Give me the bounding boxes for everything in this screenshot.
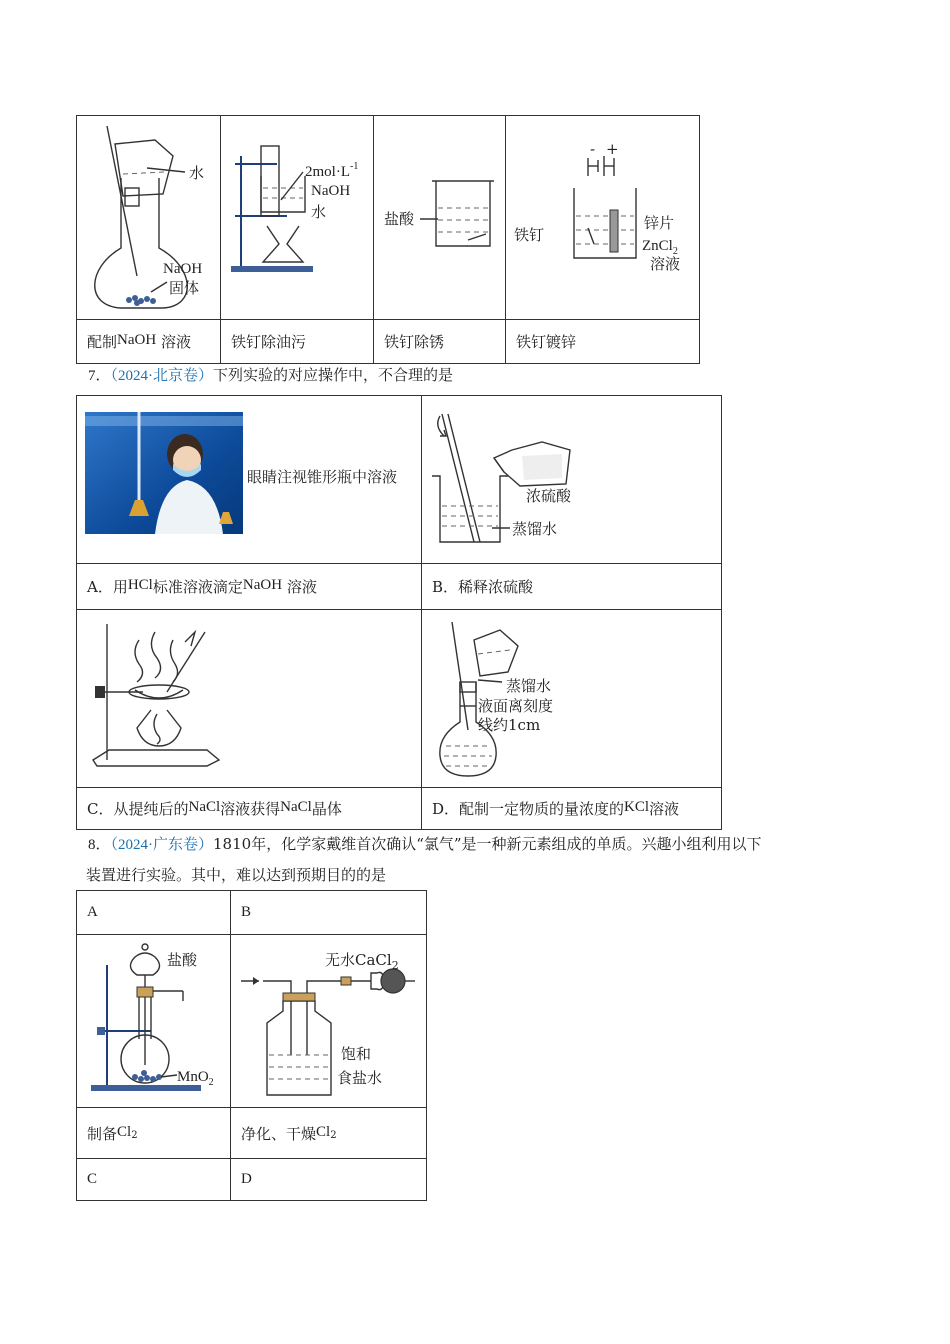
caption-prepare-cl2: 制备Cl2 bbox=[77, 1108, 231, 1159]
question-8-table bbox=[76, 890, 427, 1201]
figure-cell-volumetric-kcl bbox=[422, 610, 722, 788]
caption-derust: 铁钉除锈 bbox=[374, 320, 506, 364]
label-saturated: 饱和 bbox=[341, 1045, 372, 1063]
purify-cl2-figure bbox=[231, 935, 426, 1107]
label-b: B bbox=[231, 891, 427, 935]
photo-caption: 眼睛注视锥形瓶中溶液 bbox=[247, 468, 398, 486]
question-7-stem: 7．（2024·北京卷）下列实验的对应操作中，不合理的是 bbox=[88, 366, 454, 384]
label-zinc-sheet: 锌片 bbox=[644, 214, 675, 232]
label-zncl2: ZnCl$_2$ bbox=[642, 238, 678, 257]
question-8-stem: 8．（2024·广东卷）1810年，化学家戴维首次确认“氯气”是一种新元素组成的单质。兴趣小组利用以下 装置进行实验。其中，难以达到预期目的的是 bbox=[86, 835, 762, 884]
label-mno2: MnO$_2$ bbox=[177, 1069, 214, 1088]
dilute-acid-figure bbox=[422, 396, 721, 563]
figure-cell-evaporate bbox=[77, 610, 422, 788]
label-d: D bbox=[231, 1159, 427, 1201]
degrease-figure bbox=[221, 116, 373, 319]
label-distilled-water-2: 蒸馏水 bbox=[506, 677, 552, 695]
svg-text:-: - bbox=[590, 140, 596, 158]
volumetric-flask-figure bbox=[77, 116, 220, 319]
figure-cell-zinc bbox=[506, 116, 700, 320]
option-a: A．用HCl标准溶液滴定NaOH 溶液 bbox=[77, 564, 422, 610]
option-c: C．从提纯后的NaCl溶液获得NaCl晶体 bbox=[77, 788, 422, 830]
photo-cell-titration bbox=[77, 396, 422, 564]
prepare-cl2-figure bbox=[77, 935, 230, 1107]
derust-figure bbox=[374, 116, 505, 319]
figure-cell-derust bbox=[374, 116, 506, 320]
label-graduation: 线约1cm bbox=[478, 716, 541, 734]
label-solution: 溶液 bbox=[650, 255, 681, 273]
figure-cell-purify-cl2 bbox=[231, 935, 427, 1108]
label-conc-sulfuric: 浓硫酸 bbox=[526, 487, 572, 505]
apparatus-table-1 bbox=[76, 115, 700, 364]
option-b: B．稀释浓硫酸 bbox=[422, 564, 722, 610]
label-water-2: 水 bbox=[311, 203, 327, 221]
label-hcl-acid: 盐酸 bbox=[384, 210, 415, 228]
label-solid: 固体 bbox=[169, 279, 200, 297]
label-naoh: NaOH bbox=[163, 261, 203, 277]
label-conc: $2mol\cdot L^{-1}$ bbox=[305, 161, 359, 180]
evaporation-figure bbox=[77, 610, 421, 787]
figure-cell-dilute bbox=[422, 396, 722, 564]
question-7-table bbox=[76, 395, 722, 830]
caption-purify-cl2: 净化、干燥Cl2 bbox=[231, 1108, 427, 1159]
label-iron-nail: 铁钉 bbox=[514, 226, 545, 244]
label-water: 水 bbox=[189, 164, 205, 182]
label-anhydrous-cacl2: 无水CaCl$_2$ bbox=[325, 951, 399, 972]
label-liquid-level: 液面离刻度 bbox=[478, 697, 554, 715]
label-naoh-2: NaOH bbox=[311, 183, 351, 199]
caption-degrease: 铁钉除油污 bbox=[221, 320, 374, 364]
zinc-plating-figure bbox=[506, 116, 699, 319]
figure-cell-degrease bbox=[221, 116, 374, 320]
caption-naoh-solution: 配制NaOH 溶液 bbox=[77, 320, 221, 364]
label-distilled-water: 蒸馏水 bbox=[512, 520, 558, 538]
label-a: A bbox=[77, 891, 231, 935]
svg-text:+: + bbox=[606, 140, 619, 158]
label-hcl-b: 盐酸 bbox=[167, 951, 198, 969]
volumetric-kcl-figure bbox=[422, 610, 721, 787]
figure-cell-prepare-cl2 bbox=[77, 935, 231, 1108]
figure-cell-volumetric bbox=[77, 116, 221, 320]
caption-zinc-plating: 铁钉镀锌 bbox=[506, 320, 700, 364]
option-d: D．配制一定物质的量浓度的KCl溶液 bbox=[422, 788, 722, 830]
label-brine: 食盐水 bbox=[337, 1069, 383, 1087]
label-c: C bbox=[77, 1159, 231, 1201]
titration-photo bbox=[77, 396, 421, 563]
